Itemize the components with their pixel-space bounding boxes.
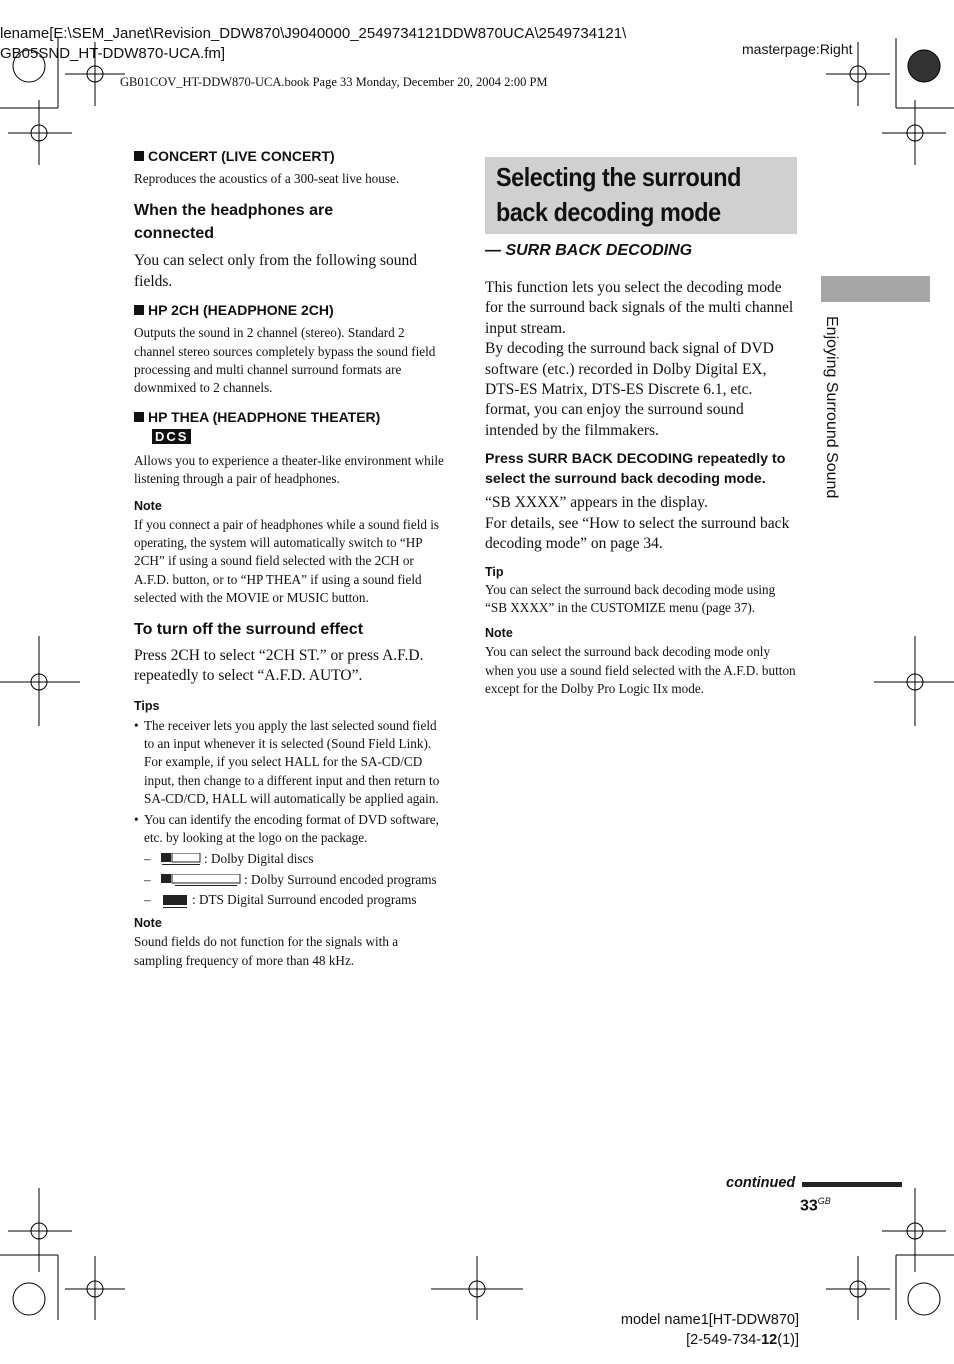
intro-paragraph: By decoding the surround back signal of DVD software (etc.) recorded in Dolby Digital EX, DTS-ES Matrix, DTS-ES Discrete 6.1, etc. format, you can enjoy the surround sound intended by the filmmakers. (485, 340, 774, 439)
continued-label: continued (726, 1175, 796, 1191)
hpthea-heading: HP THEA (HEADPHONE THEATER) DCS (134, 408, 448, 446)
result-text: “SB XXXX” appears in the display. (485, 494, 708, 512)
note-text: You can select the surround back decoding mode only when you use a sound field selected with the A.F.D. button except for the Dolby Pro Logic IIx mode. (485, 644, 796, 697)
tip-text: You can select the surround back decoding mode using “SB XXXX” in the CUSTOMIZE menu (page 37). (485, 581, 776, 616)
dolby-digital-logo-icon (161, 853, 201, 867)
tip-label: Tip (485, 564, 504, 579)
model-footer (612, 1310, 799, 1350)
filename-line-1: lename[E:\SEM_Janet\Revision_DDW870\J9040000_2549734121DDW870UCA\2549734121\ (0, 25, 627, 42)
result-text: For details, see “How to select the surround back decoding mode” on page 34. (485, 514, 790, 553)
section-title-box (485, 157, 797, 234)
square-bullet-icon (134, 412, 144, 422)
concert-heading: CONCERT (LIVE CONCERT) (134, 148, 448, 164)
section-tab-label: Enjoying Surround Sound (823, 316, 840, 499)
hp2ch-text: Outputs the sound in 2 channel (stereo). Standard 2 channel stereo sources completely bypass the sound field processing and multi channel surround formats are downmixed to 2 channels. (134, 325, 436, 396)
right-column (485, 157, 797, 699)
model-name: model name1[HT-DDW870] (620, 1312, 799, 1328)
continued-bar (802, 1182, 902, 1187)
turn-off-text: Press 2CH to select “2CH ST.” or press A.F.D. repeatedly to select “A.F.D. AUTO”. (134, 646, 424, 685)
hp2ch-heading: HP 2CH (HEADPHONE 2CH) (134, 302, 448, 318)
logo-list-item: – : Dolby Digital discs (144, 851, 314, 867)
tip-item: • The receiver lets you apply the last selected sound field to an input whenever it is selected (Sound Field Link). For example, if you select HALL for the SA-CD/CD input, then change to a different input and then return to SA-CD/CD, HALL will automatically be applied again. (134, 717, 448, 809)
headphones-heading: When the headphones are connected (134, 202, 334, 243)
filename-line-2: GB05SND_HT-DDW870-UCA.fm] (0, 45, 226, 62)
section-subtitle: — SURR BACK DECODING (485, 242, 693, 259)
note-text: Sound fields do not function for the signals with a sampling frequency of more than 48 kHz. (134, 934, 399, 968)
turn-off-heading: To turn off the surround effect (134, 620, 364, 638)
tips-label: Tips (134, 698, 160, 713)
instruction-step: Press SURR BACK DECODING repeatedly to select the surround back decoding mode. (485, 451, 786, 487)
masterpage-label: masterpage:Right (742, 41, 853, 57)
dolby-surround-logo-icon (161, 874, 241, 888)
page-number: $33^{GB}$ (800, 1196, 831, 1215)
square-bullet-icon (134, 151, 144, 161)
concert-text: Reproduces the acoustics of a 300-seat live house. (134, 171, 400, 186)
square-bullet-icon (134, 305, 144, 315)
note-label: Note (485, 626, 513, 641)
part-number: [2-549-734-12(1)] (686, 1332, 799, 1348)
logo-list-item: – : DTS Digital Surround encoded programs (134, 891, 448, 910)
left-column (134, 148, 448, 970)
intro-paragraph: This function lets you select the decoding mode for the surround back signals of the multi channel input stream. (485, 279, 794, 337)
section-title: Selecting the surround back decoding mode (496, 162, 741, 227)
tip-item: • You can identify the encoding format of DVD software, etc. by looking at the logo on the package. (134, 811, 448, 848)
dts-logo-icon (161, 892, 189, 910)
dcs-badge: DCS (152, 429, 191, 444)
note-text: If you connect a pair of headphones while a sound field is operating, the system will automatically switch to “HP 2CH” if using a sound field selected with the 2CH or A.F.D. button, or to “HP THEA” if using a sound field selected with the MOVIE or MUSIC button. (134, 516, 440, 606)
headphones-text: You can select only from the following sound fields. (134, 252, 417, 290)
hpthea-text: Allows you to experience a theater-like environment while listening through a pair of headphones. (134, 452, 444, 487)
section-tab (821, 276, 930, 302)
logo-list-item: – : Dolby Surround encoded programs (144, 871, 437, 887)
book-info-line: GB01COV_HT-DDW870-UCA.book Page 33 Monday, December 20, 2004 2:00 PM (120, 75, 548, 89)
note-label: Note (134, 916, 162, 931)
note-label: Note (134, 498, 162, 513)
